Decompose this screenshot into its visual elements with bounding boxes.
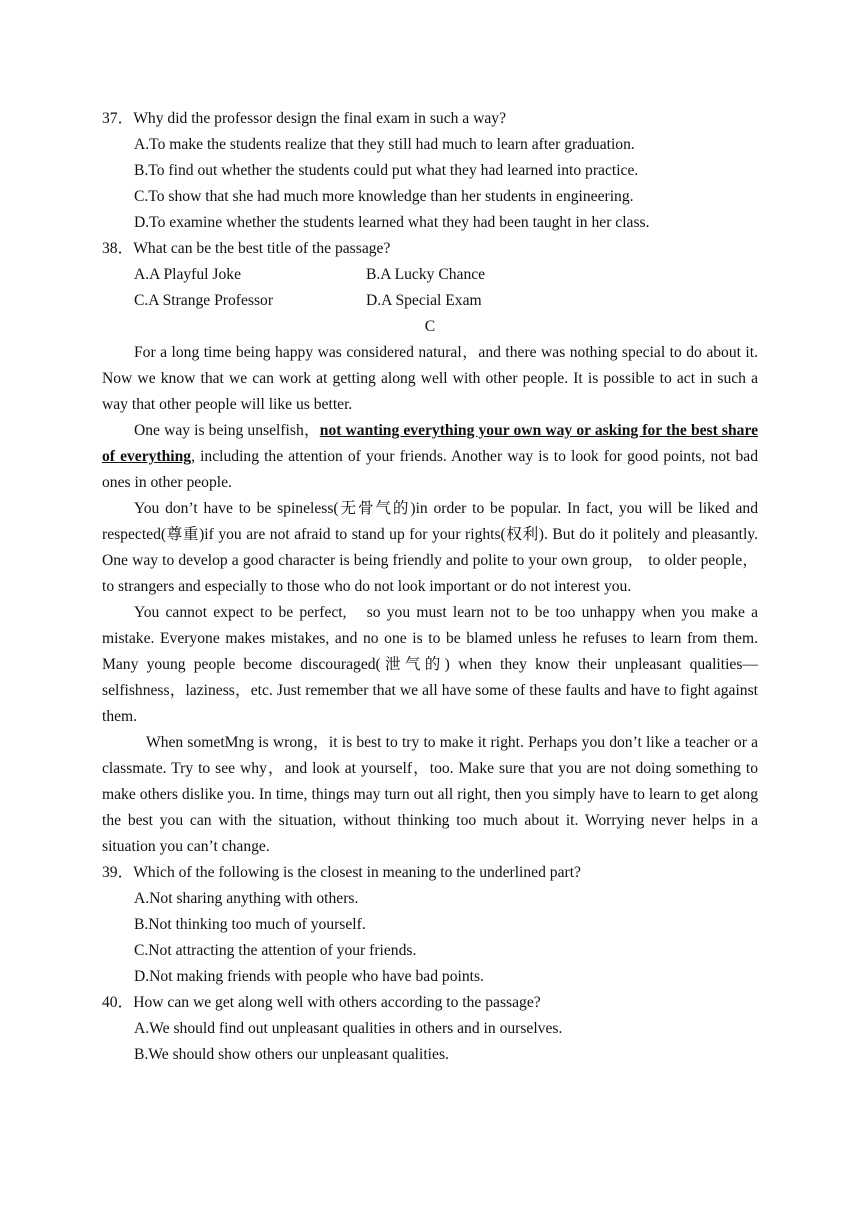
- q37-stem: 37．Why did the professor design the final exam in such a way?: [102, 110, 507, 127]
- q39-option-c: C.Not attracting the attention of your friends.: [134, 942, 417, 959]
- q40-stem: 40．How can we get along well with others according to the passage?: [102, 994, 541, 1011]
- passage-paragraph-5: When sometMng is wrong，it is best to try to make it right. Perhaps you don’t like a teacher or a classmate. Try to see why，and look at yourself，too. Make sure that you are not doing something to make others dislike you. In time, things may turn out all right, then you simply have to learn to get along the best you can with the situation, without thinking too much about it. Worrying never helps in a situation you can’t change.: [102, 734, 758, 855]
- q38-options-row-2: [102, 288, 758, 314]
- passage-paragraph-4: You cannot expect to be perfect, so you must learn not to be too unhappy when you make a mistake. Everyone makes mistakes, and no one is to be blamed unless he refuses to learn from them. Many young people become discouraged(泄气的) when they know their unpleasant qualities—selfishness，laziness，etc. Just remember that we all have some of these faults and have to fight against them.: [102, 604, 758, 725]
- q39-option-a: A.Not sharing anything with others.: [134, 890, 359, 907]
- passage-paragraph-3: You don’t have to be spineless(无骨气的)in order to be popular. In fact, you will be liked and respected(尊重)if you are not afraid to stand up for your rights(权利). But do it politely and pleasantly. One way to develop a good character is being friendly and polite to your own group, to older people，to strangers and especially to those who do not look important or do not interest you.: [102, 500, 758, 595]
- q37-option-d: D.To examine whether the students learned what they had been taught in her class.: [134, 214, 650, 231]
- passage-paragraph-2: [102, 418, 758, 496]
- q37-option-c: C.To show that she had much more knowledge than her students in engineering.: [134, 188, 634, 205]
- section-letter: C: [424, 318, 436, 335]
- q38-options-row-1: [102, 262, 758, 288]
- document-page: [102, 106, 758, 1068]
- q37-option-b: B.To find out whether the students could put what they had learned into practice.: [134, 162, 639, 179]
- passage-paragraph-1: For a long time being happy was considered natural，and there was nothing special to do about it. Now we know that we can work at getting along well with other people. It is possible to act in such a way that other people will like us better.: [102, 344, 758, 413]
- q38-option-b: B.A Lucky Chance: [366, 266, 486, 283]
- q40-option-a: A.We should find out unpleasant qualities in others and in ourselves.: [134, 1020, 563, 1037]
- q39-option-d: D.Not making friends with people who have bad points.: [134, 968, 484, 985]
- q38-option-a: A.A Playful Joke: [134, 266, 241, 283]
- q39-option-b: B.Not thinking too much of yourself.: [134, 916, 366, 933]
- q38-stem: 38．What can be the best title of the passage?: [102, 240, 391, 257]
- p2-lead: One way is being unselfish，: [134, 422, 320, 439]
- q38-option-d: D.A Special Exam: [366, 292, 482, 309]
- p2-tail: , including the attention of your friends. Another way is to look for good points, not bad ones in other people.: [102, 448, 758, 491]
- q40-option-b: B.We should show others our unpleasant qualities.: [134, 1046, 449, 1063]
- underlined-part: not wanting everything your own way or asking for the best share of everything: [102, 422, 759, 465]
- q37-option-a: A.To make the students realize that they still had much to learn after graduation.: [134, 136, 635, 153]
- q39-stem: 39．Which of the following is the closest in meaning to the underlined part?: [102, 864, 581, 881]
- q38-option-c: C.A Strange Professor: [134, 292, 274, 309]
